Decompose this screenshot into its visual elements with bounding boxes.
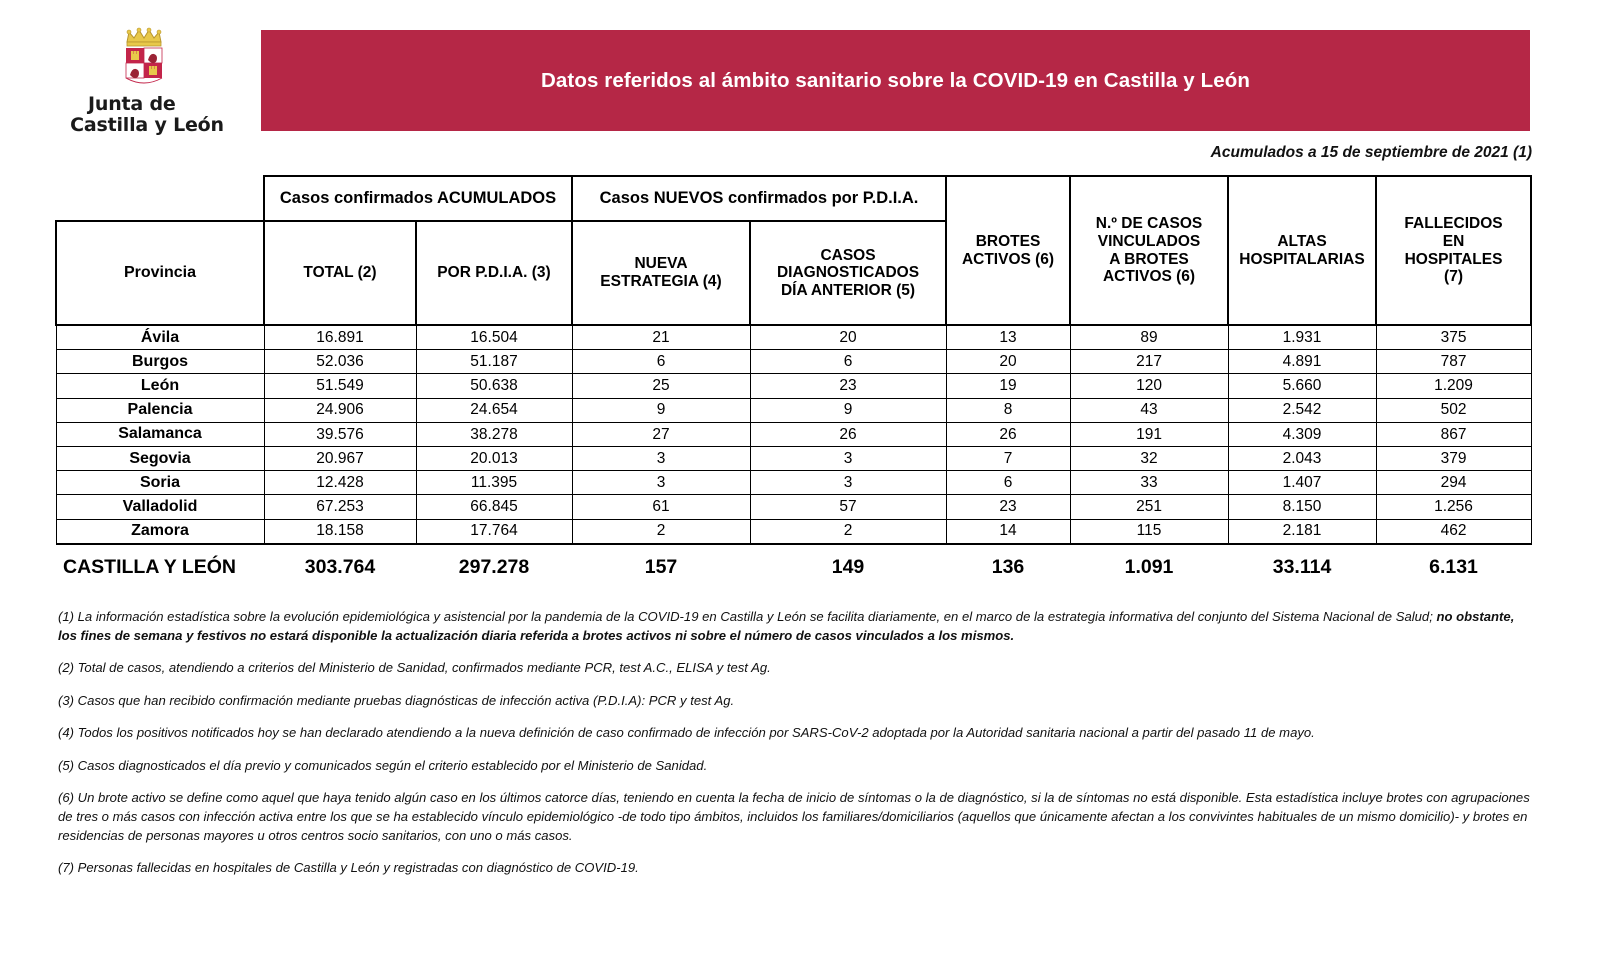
cell-brotes: 13 (946, 325, 1070, 350)
cell-provincia: Valladolid (56, 495, 264, 519)
cell-fallecidos: 379 (1376, 446, 1531, 470)
cell-vinculados: 251 (1070, 495, 1228, 519)
cell-dia-anterior: 20 (750, 325, 946, 350)
cell-brotes: 26 (946, 422, 1070, 446)
footnote-2: (2) Total de casos, atendiendo a criterios del Ministerio de Sanidad, confirmados mediante PCR, test A.C., ELISA y test Ag. (58, 660, 771, 676)
cell-fallecidos: 294 (1376, 471, 1531, 495)
totals-fallecidos: 6.131 (1429, 556, 1478, 579)
cell-dia-anterior: 9 (750, 398, 946, 422)
cell-provincia: Soria (56, 471, 264, 495)
column-header-por-pdia: POR P.D.I.A. (3) (416, 221, 572, 325)
totals-dia-anterior: 149 (831, 556, 865, 579)
footnote-5: (5) Casos diagnosticados el día previo y comunicados según el criterio establecido por el Ministerio de Sanidad. (58, 757, 708, 773)
cell-altas: 1.407 (1228, 471, 1376, 495)
vinculados-line3: A BROTES (1109, 250, 1189, 268)
cell-altas: 4.309 (1228, 422, 1376, 446)
totals-por-pdia: 297.278 (458, 556, 530, 579)
table-row (56, 471, 1531, 495)
group-header-nuevos: Casos NUEVOS confirmados por P.D.I.A. (572, 176, 946, 221)
cell-vinculados: 33 (1070, 471, 1228, 495)
footnote-1 (58, 608, 1536, 645)
cell-brotes: 20 (946, 350, 1070, 374)
castilla-y-leon-crest-icon (117, 26, 177, 93)
table-row (56, 398, 1531, 422)
cell-fallecidos: 502 (1376, 398, 1531, 422)
diagnosticados-line3: DÍA ANTERIOR (5) (780, 281, 916, 299)
nueva-estrategia-line1: NUEVA (634, 255, 688, 273)
cell-por-pdia: 20.013 (416, 446, 572, 470)
cell-fallecidos: 787 (1376, 350, 1531, 374)
fallecidos-line4: (7) (1444, 268, 1463, 286)
totals-altas: 33.114 (1272, 556, 1332, 579)
cell-vinculados: 120 (1070, 374, 1228, 398)
cell-por-pdia: 16.504 (416, 325, 572, 350)
table-footer (56, 544, 1531, 587)
cell-nueva-estrategia: 61 (572, 495, 750, 519)
cell-por-pdia: 11.395 (416, 471, 572, 495)
cell-altas: 8.150 (1228, 495, 1376, 519)
cell-altas: 2.181 (1228, 519, 1376, 544)
cell-dia-anterior: 26 (750, 422, 946, 446)
footnote-3: (3) Casos que han recibido confirmación mediante pruebas diagnósticas de infección activa (P.D.I.A): PCR y test Ag. (58, 692, 735, 708)
cell-provincia: Zamora (56, 519, 264, 544)
column-header-casos-vinculados (1070, 176, 1228, 325)
totals-label: CASTILLA Y LEÓN (63, 556, 236, 579)
cell-vinculados: 32 (1070, 446, 1228, 470)
vinculados-line2: VINCULADOS (1097, 232, 1201, 250)
page-header (0, 0, 1600, 140)
fallecidos-line2: EN (1442, 232, 1465, 250)
dateline: Acumulados a 15 de septiembre de 2021 (1) (1210, 144, 1532, 161)
footnote-6: (6) Un brote activo se define como aquel que haya tenido algún caso en los últimos catorce días, teniendo en cuenta la fecha de inicio de síntomas o la de diagnóstico, si la de síntomas no está disponible. Esta estadística incluye brotes con agrupaciones de tres o más casos con infección activa entre los que se ha establecido vínculo epidemiológico -de todo tipo ámbitos, incluidos los familiares/domiciliarios (aquellos que únicamente afectan a los convivintes habituales de un mismo domicilio)- y brotes en residencias de personas mayores u otros centros socio sanitarios, con uno o más casos. (58, 790, 1530, 843)
cell-por-pdia: 24.654 (416, 398, 572, 422)
cell-altas: 2.542 (1228, 398, 1376, 422)
table-row (56, 519, 1531, 544)
junta-logo-line1: Junta de (88, 93, 176, 115)
footnotes (58, 608, 1536, 892)
junta-logo-line2: Castilla y León (70, 113, 224, 136)
cell-dia-anterior: 23 (750, 374, 946, 398)
cell-altas: 4.891 (1228, 350, 1376, 374)
table-body (56, 325, 1531, 544)
totals-nueva-estrategia: 157 (644, 556, 678, 579)
cell-dia-anterior: 6 (750, 350, 946, 374)
vinculados-line4: ACTIVOS (6) (1102, 268, 1196, 286)
diagnosticados-line1: CASOS (820, 246, 876, 264)
cell-dia-anterior: 57 (750, 495, 946, 519)
cell-fallecidos: 462 (1376, 519, 1531, 544)
column-header-nueva-estrategia (572, 221, 750, 325)
brotes-line2: ACTIVOS (6) (961, 250, 1055, 268)
cell-total: 67.253 (264, 495, 416, 519)
totals-brotes: 136 (991, 556, 1025, 579)
cell-dia-anterior: 3 (750, 471, 946, 495)
column-header-total: TOTAL (2) (264, 221, 416, 325)
vinculados-line1: N.º DE CASOS (1095, 215, 1203, 233)
cell-brotes: 6 (946, 471, 1070, 495)
covid-data-table (55, 175, 1532, 587)
totals-row (56, 544, 1531, 587)
column-header-altas-hospitalarias (1228, 176, 1376, 325)
column-header-brotes-activos (946, 176, 1070, 325)
junta-logo (42, 26, 252, 135)
cell-vinculados: 191 (1070, 422, 1228, 446)
footnote-4: (4) Todos los positivos notificados hoy se han declarado atendiendo a la nueva definición de caso confirmado de infección por SARS-CoV-2 adoptada por la Autoridad sanitaria nacional a partir del pasado 11 de mayo. (58, 725, 1315, 741)
cell-por-pdia: 17.764 (416, 519, 572, 544)
title-banner (261, 30, 1530, 131)
cell-vinculados: 43 (1070, 398, 1228, 422)
cell-altas: 2.043 (1228, 446, 1376, 470)
fallecidos-line3: HOSPITALES (1404, 250, 1503, 268)
cell-brotes: 23 (946, 495, 1070, 519)
cell-fallecidos: 1.209 (1376, 374, 1531, 398)
nueva-estrategia-line2: ESTRATEGIA (4) (600, 273, 722, 290)
cell-provincia: Burgos (56, 350, 264, 374)
cell-vinculados: 217 (1070, 350, 1228, 374)
cell-brotes: 14 (946, 519, 1070, 544)
cell-nueva-estrategia: 21 (572, 325, 750, 350)
footnote-1-text: (1) La información estadística sobre la evolución epidemiológica y asistencial por la pandemia de la COVID-19 en Castilla y León se facilita diariamente, en el marco de la estrategia informativa del conjunto del Sistema Nacional de Salud; (58, 609, 1437, 624)
cell-total: 20.967 (264, 446, 416, 470)
cell-nueva-estrategia: 27 (572, 422, 750, 446)
data-table-container (55, 175, 1530, 587)
cell-total: 18.158 (264, 519, 416, 544)
cell-fallecidos: 867 (1376, 422, 1531, 446)
cell-nueva-estrategia: 3 (572, 471, 750, 495)
cell-total: 39.576 (264, 422, 416, 446)
altas-line2: HOSPITALARIAS (1239, 250, 1365, 268)
cell-fallecidos: 375 (1376, 325, 1531, 350)
cell-nueva-estrategia: 9 (572, 398, 750, 422)
cell-brotes: 8 (946, 398, 1070, 422)
footnote-1-bold: no obstante, los fines de semana y festivos no estará disponible la actualización diaria referida a brotes activos ni sobre el número de casos vinculados a los mismos. (58, 609, 1515, 643)
brotes-line1: BROTES (975, 232, 1041, 250)
table-row (56, 422, 1531, 446)
diagnosticados-line2: DIAGNOSTICADOS (776, 264, 920, 282)
cell-por-pdia: 50.638 (416, 374, 572, 398)
cell-por-pdia: 38.278 (416, 422, 572, 446)
column-header-provincia: Provincia (56, 221, 264, 325)
cell-nueva-estrategia: 6 (572, 350, 750, 374)
footnote-7: (7) Personas fallecidas en hospitales de Castilla y León y registradas con diagnóstico de COVID-19. (58, 860, 639, 876)
table-row (56, 325, 1531, 350)
cell-por-pdia: 51.187 (416, 350, 572, 374)
cell-vinculados: 115 (1070, 519, 1228, 544)
header-corner-blank (56, 176, 264, 221)
cell-dia-anterior: 3 (750, 446, 946, 470)
cell-altas: 5.660 (1228, 374, 1376, 398)
cell-provincia: León (56, 374, 264, 398)
cell-brotes: 19 (946, 374, 1070, 398)
cell-total: 51.549 (264, 374, 416, 398)
cell-total: 16.891 (264, 325, 416, 350)
cell-provincia: Segovia (56, 446, 264, 470)
cell-nueva-estrategia: 2 (572, 519, 750, 544)
cell-total: 52.036 (264, 350, 416, 374)
page-title: Datos referidos al ámbito sanitario sobre la COVID-19 en Castilla y León (541, 68, 1250, 92)
cell-provincia: Salamanca (56, 422, 264, 446)
cell-dia-anterior: 2 (750, 519, 946, 544)
cell-nueva-estrategia: 25 (572, 374, 750, 398)
cell-altas: 1.931 (1228, 325, 1376, 350)
cell-provincia: Palencia (56, 398, 264, 422)
group-header-acumulados: Casos confirmados ACUMULADOS (264, 176, 572, 221)
table-row (56, 495, 1531, 519)
totals-vinculados: 1.091 (1124, 556, 1174, 579)
table-group-header-row (56, 176, 1531, 221)
fallecidos-line1: FALLECIDOS (1404, 215, 1503, 233)
column-header-fallecidos (1376, 176, 1531, 325)
column-header-dia-anterior (750, 221, 946, 325)
cell-nueva-estrategia: 3 (572, 446, 750, 470)
cell-total: 24.906 (264, 398, 416, 422)
table-row (56, 446, 1531, 470)
table-row (56, 374, 1531, 398)
table-row (56, 350, 1531, 374)
cell-por-pdia: 66.845 (416, 495, 572, 519)
cell-total: 12.428 (264, 471, 416, 495)
cell-vinculados: 89 (1070, 325, 1228, 350)
junta-logo-text (42, 94, 252, 135)
totals-total: 303.764 (304, 556, 376, 579)
cell-fallecidos: 1.256 (1376, 495, 1531, 519)
cell-provincia: Ávila (56, 325, 264, 350)
altas-line1: ALTAS (1277, 232, 1327, 250)
cell-brotes: 7 (946, 446, 1070, 470)
